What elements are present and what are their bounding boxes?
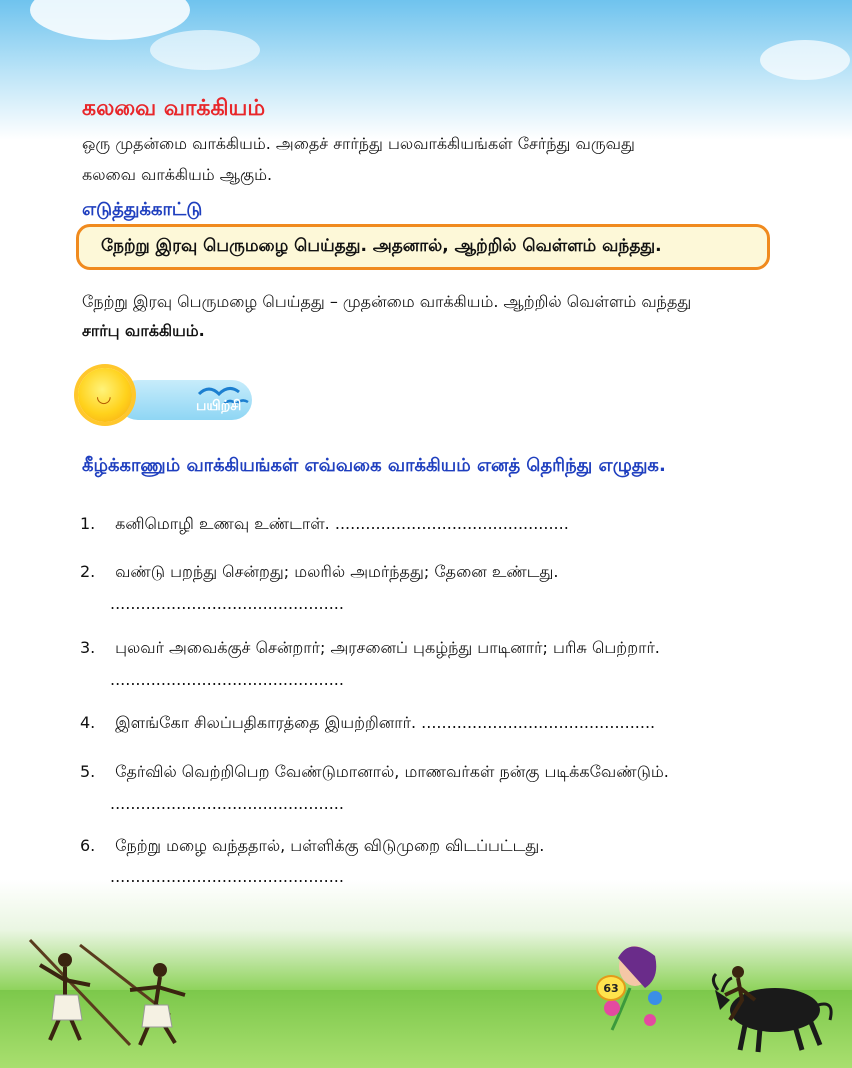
section-title: கலவை வாக்கியம் <box>82 96 266 121</box>
definition-line-2: கலவை வாக்கியம் ஆகும். <box>82 165 273 184</box>
sun-icon: ◡ <box>78 368 132 422</box>
question-item: 1. கனிமொழி உணவு உண்டாள். .............................................. <box>80 514 569 533</box>
answer-blank[interactable]: .............................................. <box>110 594 344 613</box>
example-heading: எடுத்துக்காட்டு <box>82 199 203 220</box>
question-item: 4. இளங்கோ சிலப்பதிகாரத்தை இயற்றினார். .............................................. <box>80 713 656 732</box>
exercise-badge <box>74 366 254 426</box>
silambam-fighters-illustration <box>20 935 220 1055</box>
instruction: கீழ்க்காணும் வாக்கியங்கள் எவ்வகை வாக்கியம் எனத் தெரிந்து எழுதுக. <box>82 455 666 476</box>
question-item: 5. தேர்வில் வெற்றிபெற வேண்டுமானால், மாணவர்கள் நன்கு படிக்கவேண்டும். <box>80 762 669 781</box>
explanation-line-2: சார்பு வாக்கியம். <box>82 321 205 340</box>
question-item: 6. நேற்று மழை வந்ததால், பள்ளிக்கு விடுமுறை விடப்பட்டது. <box>80 836 545 855</box>
exercise-label: பயிற்சி <box>196 398 242 414</box>
question-text: தேர்வில் வெற்றிபெற வேண்டுமானால், மாணவர்கள் நன்கு படிக்கவேண்டும். <box>115 762 669 781</box>
sky-cloud <box>760 40 850 80</box>
question-item: 3. புலவர் அவைக்குச் சென்றார்; அரசனைப் புகழ்ந்து பாடினார்; பரிசு பெற்றார். <box>80 638 660 657</box>
answer-blank[interactable]: .............................................. <box>421 713 656 732</box>
example-sentence: நேற்று இரவு பெருமழை பெய்தது. அதனால், ஆற்றில் வெள்ளம் வந்தது. <box>101 236 662 256</box>
page-number: 63 <box>596 975 626 1001</box>
definition-line-1: ஒரு முதன்மை வாக்கியம். அதைச் சார்ந்து பலவாக்கியங்கள் சேர்ந்து வருவது <box>82 134 635 153</box>
sky-cloud <box>150 30 260 70</box>
question-text: இளங்கோ சிலப்பதிகாரத்தை இயற்றினார். <box>115 713 417 732</box>
example-box <box>76 224 770 270</box>
question-text: வண்டு பறந்து சென்றது; மலரில் அமர்ந்தது; தேனை உண்டது. <box>115 562 559 581</box>
bull-tamer-illustration <box>690 960 840 1055</box>
question-text: நேற்று மழை வந்ததால், பள்ளிக்கு விடுமுறை விடப்பட்டது. <box>115 836 545 855</box>
answer-blank[interactable]: .............................................. <box>334 514 569 533</box>
sky-cloud <box>30 0 190 40</box>
answer-blank[interactable]: .............................................. <box>110 867 344 886</box>
answer-blank[interactable]: .............................................. <box>110 670 344 689</box>
question-text: கனிமொழி உணவு உண்டாள். <box>115 514 330 533</box>
question-text: புலவர் அவைக்குச் சென்றார்; அரசனைப் புகழ்ந்து பாடினார்; பரிசு பெற்றார். <box>115 638 660 657</box>
explanation-line-1: நேற்று இரவு பெருமழை பெய்தது – முதன்மை வாக்கியம். ஆற்றில் வெள்ளம் வந்தது <box>82 292 692 311</box>
question-item: 2. வண்டு பறந்து சென்றது; மலரில் அமர்ந்தது; தேனை உண்டது. <box>80 562 559 581</box>
answer-blank[interactable]: .............................................. <box>110 794 344 813</box>
